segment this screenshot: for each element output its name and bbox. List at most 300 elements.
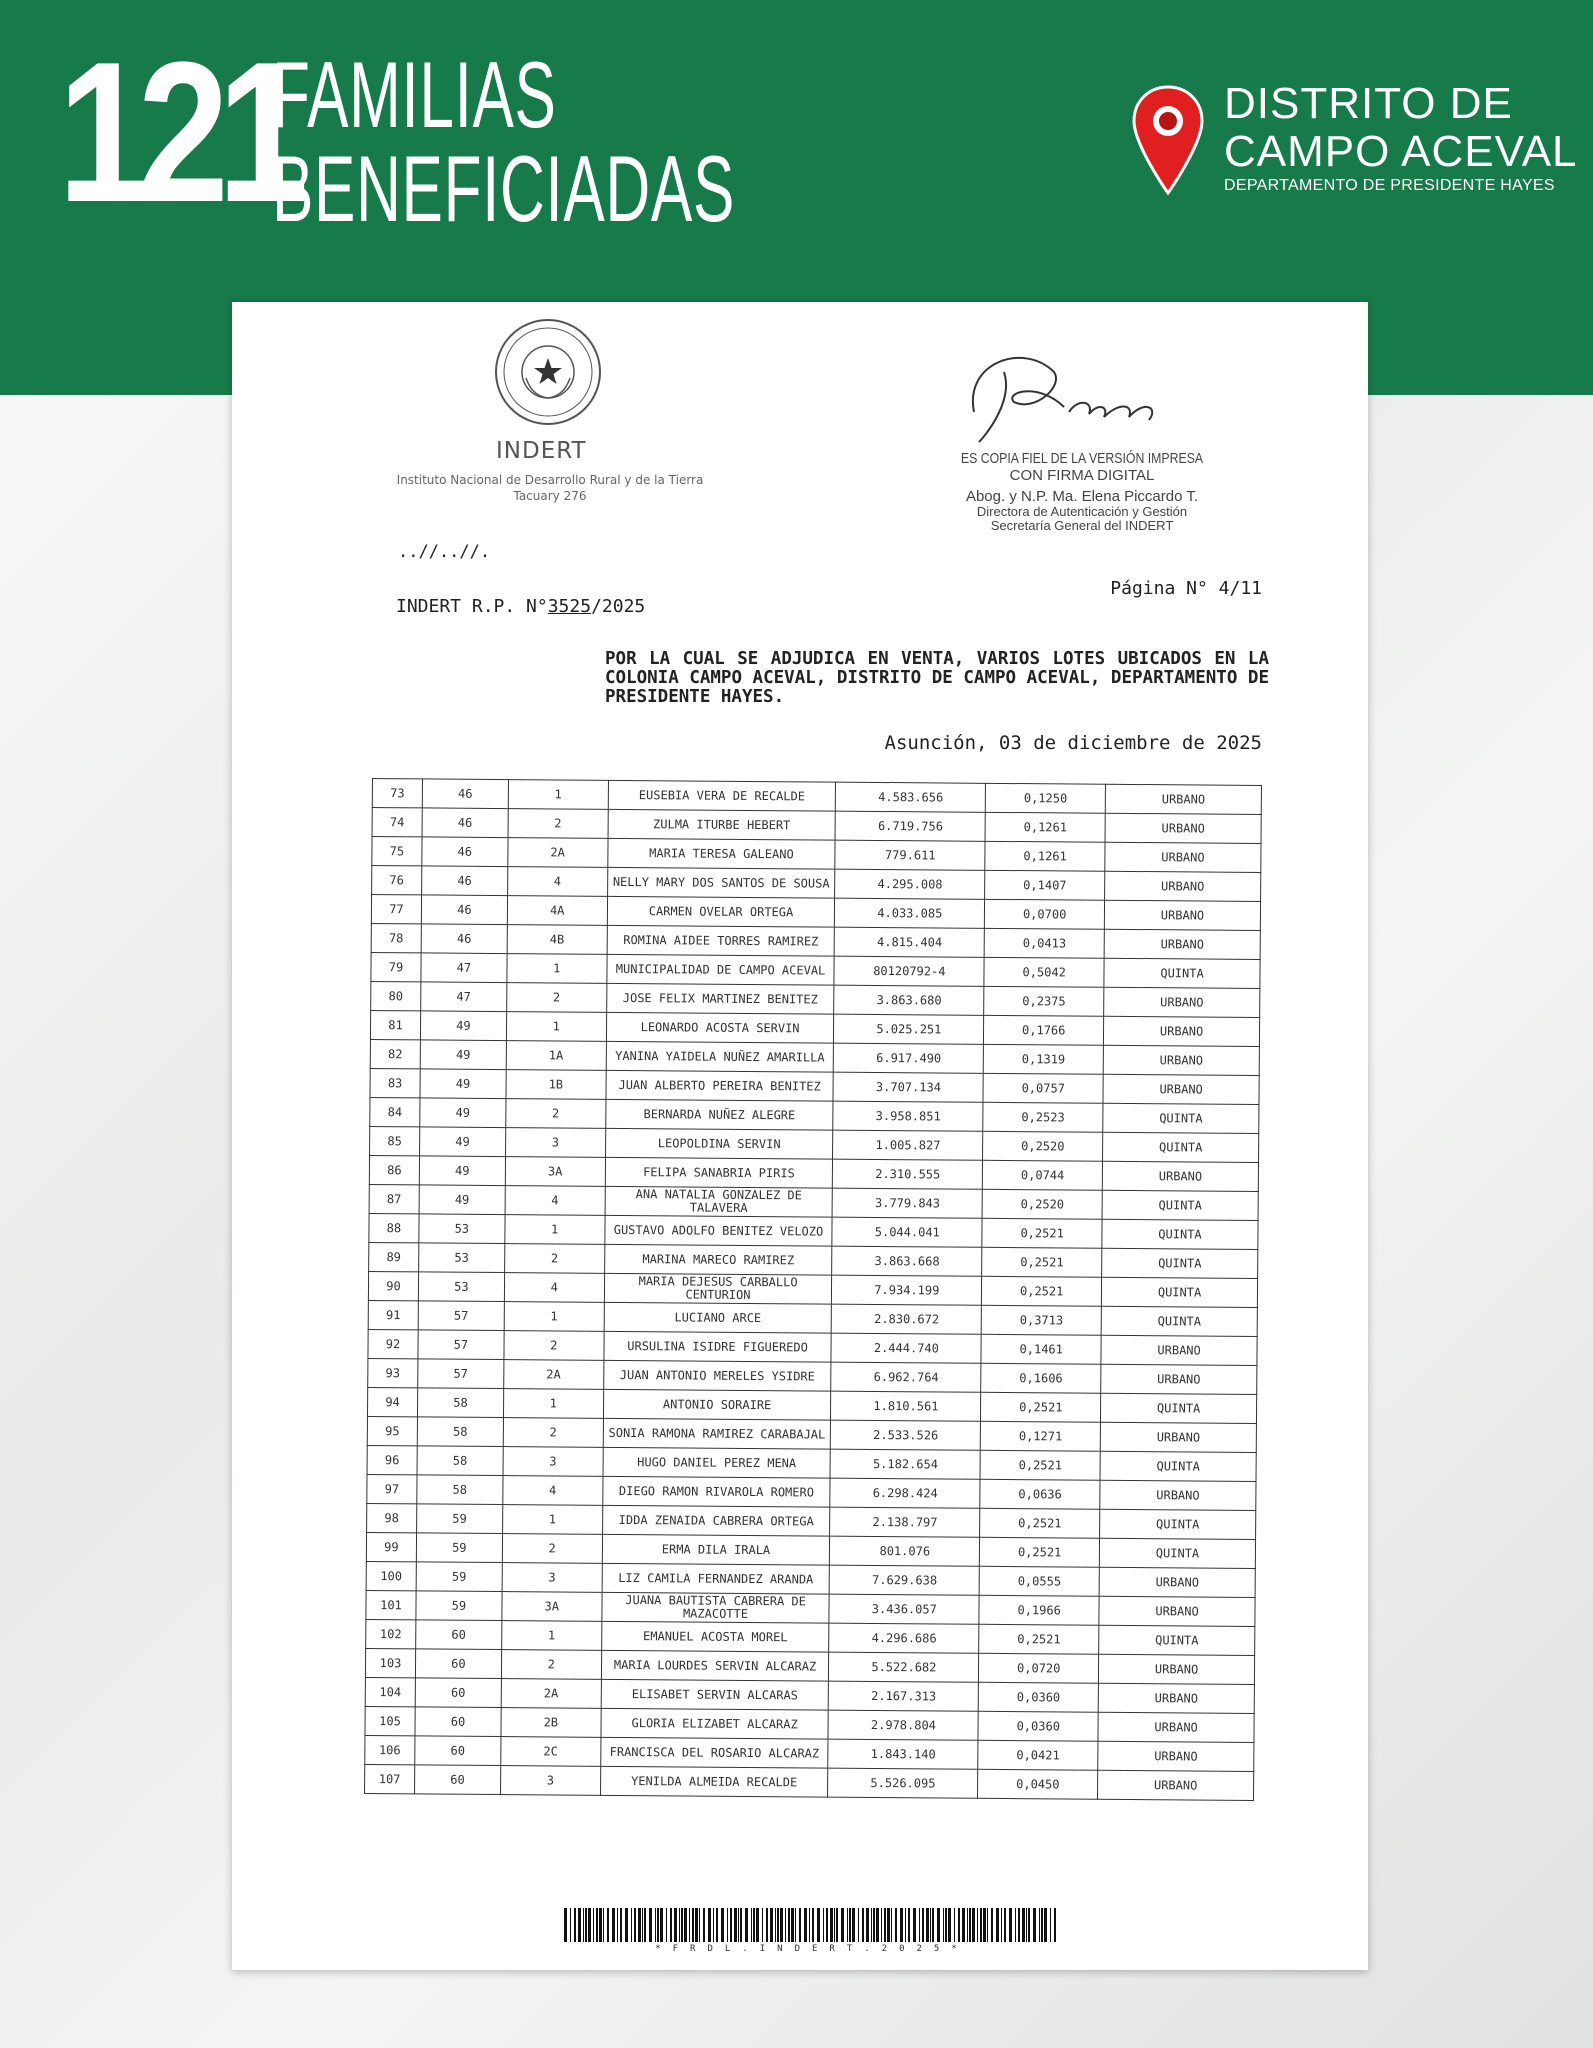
barcode-bar (866, 1908, 869, 1942)
row-number-cell: 101 (366, 1590, 416, 1619)
manzana-cell: 49 (420, 1011, 506, 1041)
manzana-cell: 58 (417, 1417, 503, 1447)
superficie-cell: 0,0413 (984, 928, 1104, 958)
manzana-cell: 60 (414, 1765, 500, 1795)
barcode-bar (862, 1908, 864, 1942)
lote-cell: 2 (504, 1244, 604, 1274)
superficie-cell: 0,2520 (983, 1131, 1103, 1161)
barcode-bar (812, 1908, 814, 1942)
document-number-cell: 2.830.672 (832, 1304, 982, 1334)
cert-signer-role: Directora de Autenticación y Gestión (976, 504, 1188, 519)
barcode-bar (660, 1908, 663, 1942)
lote-cell: 3 (505, 1128, 605, 1158)
lote-cell: 4 (507, 867, 607, 897)
barcode-bar (642, 1908, 643, 1942)
barcode-bar (884, 1908, 886, 1942)
row-number-cell: 96 (367, 1445, 417, 1474)
lot-type-cell: QUINTA (1102, 1190, 1258, 1220)
superficie-cell: 0,2521 (982, 1247, 1102, 1277)
lot-type-cell: QUINTA (1103, 1103, 1259, 1133)
barcode-bar (913, 1908, 916, 1942)
row-number-cell: 104 (365, 1677, 415, 1706)
barcode-bar (969, 1908, 971, 1942)
barcode-bar (699, 1908, 700, 1942)
lote-cell: 4 (505, 1186, 605, 1216)
headline-line1: FAMILIAS (272, 42, 557, 147)
beneficiary-name-cell: NELLY MARY DOS SANTOS DE SOUSA (607, 867, 835, 898)
document-number-cell: 5.522.682 (829, 1652, 979, 1682)
barcode-bar (1001, 1908, 1002, 1942)
lot-type-cell: URBANO (1105, 842, 1261, 872)
manzana-cell: 53 (419, 1243, 505, 1273)
row-number-cell: 99 (366, 1532, 416, 1561)
barcode-bar (666, 1908, 667, 1942)
lote-cell: 2 (506, 1099, 606, 1129)
document-number-cell: 2.310.555 (833, 1159, 983, 1189)
lot-type-cell: URBANO (1104, 929, 1260, 959)
lot-type-cell: URBANO (1098, 1770, 1254, 1800)
barcode-bar (727, 1908, 728, 1942)
barcode-bar (943, 1908, 944, 1942)
lot-type-cell: URBANO (1098, 1683, 1254, 1713)
row-number-cell: 90 (368, 1271, 418, 1300)
barcode-bar (922, 1908, 924, 1942)
cert-signer: Abog. y N.P. Ma. Elena Piccardo T. (965, 488, 1199, 505)
document-number-cell: 4.583.656 (836, 782, 986, 812)
document-number-cell: 2.533.526 (831, 1420, 981, 1450)
district-line2: CAMPO ACEVAL (1224, 127, 1578, 176)
manzana-cell: 49 (419, 1185, 505, 1215)
continuation-marker: ..//..//. (398, 542, 491, 562)
manzana-cell: 47 (421, 953, 507, 983)
lote-cell: 1 (501, 1621, 601, 1651)
row-number-cell: 83 (370, 1068, 420, 1097)
lote-cell: 1B (506, 1070, 606, 1100)
lote-cell: 3 (500, 1766, 600, 1796)
org-name-line: Instituto Nacional de Desarrollo Rural y de la Tierra (396, 473, 704, 487)
lote-cell: 1A (506, 1041, 606, 1071)
barcode-bar (603, 1908, 604, 1942)
lot-type-cell: URBANO (1104, 1016, 1260, 1046)
barcode-text: *FRDL.INDERT.2025* (655, 1944, 969, 1954)
manzana-cell: 59 (416, 1591, 502, 1621)
barcode-bar (721, 1908, 724, 1942)
document-number-cell: 5.044.041 (832, 1217, 982, 1247)
lote-cell: 2 (506, 983, 606, 1013)
district-department: DEPARTAMENTO DE PRESIDENTE HAYES (1224, 177, 1555, 194)
barcode-bar (962, 1908, 965, 1942)
lot-type-cell: QUINTA (1099, 1625, 1255, 1655)
barcode-bar (679, 1908, 680, 1942)
beneficiary-name-cell: EMANUEL ACOSTA MOREL (601, 1621, 829, 1652)
document-number-cell: 3.707.134 (833, 1072, 983, 1102)
lot-type-cell: QUINTA (1102, 1277, 1258, 1307)
row-number-cell: 86 (369, 1155, 419, 1184)
beneficiary-name-cell: FELIPA SANABRIA PIRIS (605, 1157, 833, 1188)
manzana-cell: 57 (418, 1301, 504, 1331)
row-number-cell: 74 (372, 808, 422, 837)
row-number-cell: 89 (369, 1242, 419, 1271)
barcode-bar (847, 1908, 848, 1942)
barcode-bar (1033, 1908, 1036, 1942)
superficie-cell: 0,0757 (983, 1073, 1103, 1103)
beneficiary-name-cell: MARIA TERESA GALEANO (607, 838, 835, 869)
document-number-cell: 801.076 (830, 1536, 980, 1566)
beneficiary-name-cell: ELISABET SERVIN ALCARAS (601, 1679, 829, 1710)
barcode-bar (926, 1908, 929, 1942)
document-number-cell: 6.719.756 (835, 811, 985, 841)
manzana-cell: 46 (422, 779, 508, 809)
beneficiary-name-cell: DIEGO RAMON RIVAROLA ROMERO (602, 1476, 830, 1507)
barcode-bar (692, 1908, 694, 1942)
lote-cell: 2 (504, 1331, 604, 1361)
certification-stamp (932, 450, 1232, 533)
row-number-cell: 100 (366, 1561, 416, 1590)
beneficiary-name-cell: ANTONIO SORAIRE (603, 1389, 831, 1420)
lote-cell: 3 (503, 1447, 603, 1477)
barcode-bar (826, 1908, 828, 1942)
barcode-bar (852, 1908, 855, 1942)
org-address-line: Tacuary 276 (513, 489, 587, 503)
lot-type-cell: URBANO (1100, 1480, 1256, 1510)
barcode-bar (977, 1908, 978, 1942)
barcode-bar (674, 1908, 677, 1942)
lote-cell: 1 (507, 954, 607, 984)
superficie-cell: 0,2521 (982, 1276, 1102, 1306)
lots-table (364, 778, 1262, 1801)
manzana-cell: 58 (417, 1388, 503, 1418)
barcode-bar (937, 1908, 940, 1942)
row-number-cell: 87 (369, 1184, 419, 1213)
document-number-cell: 5.025.251 (834, 1014, 984, 1044)
lote-cell: 1 (504, 1302, 604, 1332)
barcode-bar (887, 1908, 890, 1942)
barcode-bar (734, 1908, 737, 1942)
signature-image (944, 342, 1184, 462)
row-number-cell: 106 (365, 1735, 415, 1764)
manzana-cell: 58 (417, 1446, 503, 1476)
row-number-cell: 107 (365, 1764, 415, 1793)
manzana-cell: 57 (418, 1359, 504, 1389)
barcode-bar (996, 1908, 999, 1942)
beneficiary-name-cell: BERNARDA NUÑEZ ALEGRE (605, 1099, 833, 1130)
manzana-cell: 53 (418, 1272, 504, 1302)
document-number-cell: 1.810.561 (831, 1391, 981, 1421)
lot-type-cell: URBANO (1099, 1654, 1255, 1684)
beneficiary-name-cell: YANINA YAIDELA NUÑEZ AMARILLA (606, 1041, 834, 1072)
row-number-cell: 80 (371, 981, 421, 1010)
barcode-bar (930, 1908, 931, 1942)
barcode-bar (753, 1908, 755, 1942)
barcode-bar (1018, 1908, 1020, 1942)
barcode-bar (756, 1908, 759, 1942)
manzana-cell: 49 (420, 1098, 506, 1128)
barcode-bar (703, 1908, 705, 1942)
barcode-bar (775, 1908, 776, 1942)
row-number-cell: 97 (367, 1474, 417, 1503)
superficie-cell: 0,1261 (985, 841, 1105, 871)
lot-type-cell: URBANO (1102, 1161, 1258, 1191)
lot-type-cell: URBANO (1103, 1074, 1259, 1104)
barcode-bar (713, 1908, 714, 1942)
superficie-cell: 0,1261 (985, 812, 1105, 842)
document-number-cell: 2.444.740 (831, 1333, 981, 1363)
beneficiary-name-cell: HUGO DANIEL PEREZ MENA (603, 1447, 831, 1478)
beneficiary-name-cell: URSULINA ISIDRE FIGUEREDO (604, 1331, 832, 1362)
manzana-cell: 46 (422, 837, 508, 867)
lote-cell: 2A (508, 838, 608, 868)
barcode-bar (871, 1908, 872, 1942)
document-number-cell: 4.815.404 (835, 927, 985, 957)
manzana-cell: 58 (417, 1475, 503, 1505)
row-number-cell: 75 (372, 837, 422, 866)
location-pin-icon (1130, 85, 1206, 195)
superficie-cell: 0,2521 (982, 1218, 1102, 1248)
beneficiary-name-cell: GUSTAVO ADOLFO BENITEZ VELOZO (605, 1215, 833, 1246)
barcode-bar (766, 1908, 768, 1942)
beneficiary-name-cell: IDDA ZENAIDA CABRERA ORTEGA (602, 1505, 830, 1536)
cert-line: CON FIRMA DIGITAL (1009, 467, 1155, 484)
document-number-cell: 80120792-4 (834, 956, 984, 986)
lote-cell: 3 (502, 1563, 602, 1593)
lot-type-cell: URBANO (1100, 1422, 1256, 1452)
barcode-bar (823, 1908, 824, 1942)
barcode-bar (612, 1908, 615, 1942)
beneficiary-name-cell: JUANA BAUTISTA CABRERA DE MAZACOTTE (602, 1592, 830, 1623)
barcode-bar (625, 1908, 628, 1942)
barcode-bar (785, 1908, 786, 1942)
lote-cell: 4 (504, 1273, 604, 1303)
barcode-bar (980, 1908, 982, 1942)
superficie-cell: 0,2521 (980, 1508, 1100, 1538)
resolution-year: /2025 (591, 596, 646, 617)
superficie-cell: 0,0450 (978, 1769, 1098, 1799)
lot-type-cell: QUINTA (1102, 1219, 1258, 1249)
lot-type-cell: URBANO (1101, 1364, 1257, 1394)
beneficiary-name-cell: MUNICIPALIDAD DE CAMPO ACEVAL (607, 954, 835, 985)
superficie-cell: 0,1250 (986, 783, 1106, 813)
beneficiary-name-cell: ERMA DILA IRALA (602, 1534, 830, 1565)
beneficiary-name-cell: LEOPOLDINA SERVIN (605, 1128, 833, 1159)
beneficiary-name-cell: MARIA LOURDES SERVIN ALCARAZ (601, 1650, 829, 1681)
row-number-cell: 91 (368, 1300, 418, 1329)
barcode-bar (788, 1908, 790, 1942)
row-number-cell: 81 (370, 1010, 420, 1039)
barcode-bar (1041, 1908, 1043, 1942)
barcode-bar (905, 1908, 906, 1942)
document-number-cell: 7.629.638 (830, 1565, 980, 1595)
barcode-bar (900, 1908, 903, 1942)
beneficiary-name-cell: JUAN ALBERTO PEREIRA BENITEZ (606, 1070, 834, 1101)
manzana-cell: 60 (415, 1736, 501, 1766)
lote-cell: 1 (503, 1389, 603, 1419)
row-number-cell: 79 (371, 952, 421, 981)
superficie-cell: 0,2521 (980, 1450, 1100, 1480)
superficie-cell: 0,5042 (984, 957, 1104, 987)
lot-type-cell: QUINTA (1102, 1248, 1258, 1278)
lote-cell: 2 (502, 1534, 602, 1564)
document-number-cell: 3.863.668 (832, 1246, 982, 1276)
lote-cell: 1 (502, 1505, 602, 1535)
barcode-bar (795, 1908, 796, 1942)
resolution-id: 3525 (547, 596, 592, 617)
document-number-cell: 6.917.490 (834, 1043, 984, 1073)
barcode-bar (620, 1908, 622, 1942)
barcode-bar (1026, 1908, 1027, 1942)
lot-type-cell: URBANO (1101, 1335, 1257, 1365)
barcode-bar (1050, 1908, 1051, 1942)
resolution-number (396, 596, 645, 617)
barcode-bar (945, 1908, 947, 1942)
barcode-bar (574, 1908, 576, 1942)
superficie-cell: 0,1966 (979, 1595, 1099, 1625)
manzana-cell: 46 (422, 808, 508, 838)
barcode-bar (596, 1908, 598, 1942)
manzana-cell: 60 (415, 1707, 501, 1737)
lote-cell: 2B (501, 1708, 601, 1738)
barcode-bar (954, 1908, 955, 1942)
barcode-bar (804, 1908, 807, 1942)
row-number-cell: 102 (366, 1619, 416, 1648)
row-number-cell: 92 (368, 1329, 418, 1358)
manzana-cell: 49 (419, 1127, 505, 1157)
barcode-bar (1009, 1908, 1012, 1942)
document-number-cell: 2.978.804 (828, 1710, 978, 1740)
barcode-bar (858, 1908, 859, 1942)
row-number-cell: 82 (370, 1039, 420, 1068)
superficie-cell: 0,1606 (981, 1363, 1101, 1393)
barcode-bar (583, 1908, 584, 1942)
superficie-cell: 0,3713 (981, 1305, 1101, 1335)
beneficiary-name-cell: JOSE FELIX MARTINEZ BENITEZ (606, 983, 834, 1014)
row-number-cell: 84 (370, 1097, 420, 1126)
barcode-bar (948, 1908, 951, 1942)
barcode-bar (849, 1908, 851, 1942)
barcode-bar (972, 1908, 975, 1942)
beneficiary-name-cell: MARINA MARECO RAMIREZ (604, 1244, 832, 1275)
document-number-cell: 5.526.095 (828, 1768, 978, 1798)
beneficiary-name-cell: LEONARDO ACOSTA SERVIN (606, 1012, 834, 1043)
barcode-bar (751, 1908, 752, 1942)
barcode-bar (1054, 1908, 1056, 1942)
barcode-bar (689, 1908, 690, 1942)
manzana-cell: 59 (416, 1562, 502, 1592)
document-number-cell: 3.863.680 (834, 985, 984, 1015)
manzana-cell: 59 (416, 1533, 502, 1563)
org-full-name (370, 472, 730, 504)
document-number-cell: 4.295.008 (835, 869, 985, 899)
lot-type-cell: URBANO (1098, 1741, 1254, 1771)
superficie-cell: 0,0636 (980, 1479, 1100, 1509)
row-number-cell: 93 (368, 1358, 418, 1387)
document-page (232, 302, 1368, 1970)
beneficiary-name-cell: JUAN ANTONIO MERELES YSIDRE (603, 1360, 831, 1391)
manzana-cell: 49 (419, 1156, 505, 1186)
beneficiary-name-cell: EUSEBIA VERA DE RECALDE (608, 780, 836, 811)
document-number-cell: 3.436.057 (829, 1594, 979, 1624)
barcode-bar (809, 1908, 810, 1942)
row-number-cell: 105 (365, 1706, 415, 1735)
document-number-cell: 1.843.140 (828, 1739, 978, 1769)
superficie-cell: 0,2375 (984, 986, 1104, 1016)
superficie-cell: 0,1407 (985, 870, 1105, 900)
document-number-cell: 3.958.851 (833, 1101, 983, 1131)
row-number-cell: 103 (365, 1648, 415, 1677)
manzana-cell: 60 (415, 1678, 501, 1708)
beneficiary-name-cell: GLORIA ELIZABET ALCARAZ (601, 1708, 829, 1739)
barcode-bar (817, 1908, 820, 1942)
document-number-cell: 6.298.424 (830, 1478, 980, 1508)
barcode-bar (655, 1908, 656, 1942)
lote-cell: 4A (507, 896, 607, 926)
barcode-bar (617, 1908, 618, 1942)
lote-cell: 2A (501, 1679, 601, 1709)
district-line1: DISTRITO DE (1224, 79, 1513, 128)
barcode-bar (631, 1908, 632, 1942)
barcode-bar (876, 1908, 879, 1942)
manzana-cell: 57 (418, 1330, 504, 1360)
beneficiary-name-cell: ANA NATALIA GONZALEZ DE TALAVERA (605, 1186, 833, 1217)
page-number: Página N° 4/11 (1110, 578, 1262, 599)
row-number-cell: 85 (370, 1126, 420, 1155)
row-number-cell: 78 (371, 923, 421, 952)
barcode-bar (695, 1908, 698, 1942)
document-number-cell: 1.005.827 (833, 1130, 983, 1160)
lot-type-cell: QUINTA (1103, 1132, 1259, 1162)
row-number-cell: 73 (372, 779, 422, 808)
row-number-cell: 88 (369, 1213, 419, 1242)
lote-cell: 1 (505, 1215, 605, 1245)
barcode-bar (987, 1908, 988, 1942)
barcode-bar (1004, 1908, 1006, 1942)
lote-cell: 2 (503, 1418, 603, 1448)
beneficiary-name-cell: FRANCISCA DEL ROSARIO ALCARAZ (600, 1737, 828, 1768)
barcode-bar (791, 1908, 794, 1942)
lote-cell: 4 (503, 1476, 603, 1506)
barcode-bar (638, 1908, 641, 1942)
lot-type-cell: QUINTA (1101, 1306, 1257, 1336)
manzana-cell: 53 (419, 1214, 505, 1244)
lot-type-cell: QUINTA (1099, 1538, 1255, 1568)
manzana-cell: 46 (421, 924, 507, 954)
barcode-bar (593, 1908, 594, 1942)
manzana-cell: 49 (420, 1069, 506, 1099)
superficie-cell: 0,0555 (979, 1566, 1099, 1596)
barcode-bar (958, 1908, 960, 1942)
barcode-bar (588, 1908, 591, 1942)
beneficiary-name-cell: LUCIANO ARCE (604, 1302, 832, 1333)
barcode-bar (1028, 1908, 1030, 1942)
barcode-bar (716, 1908, 718, 1942)
superficie-cell: 0,2520 (982, 1189, 1102, 1219)
row-number-cell: 95 (367, 1416, 417, 1445)
lot-type-cell: URBANO (1104, 987, 1260, 1017)
manzana-cell: 47 (421, 982, 507, 1012)
barcode-bar (585, 1908, 587, 1942)
lot-type-cell: QUINTA (1100, 1451, 1256, 1481)
barcode-bar (836, 1908, 838, 1942)
superficie-cell: 0,0720 (979, 1653, 1099, 1683)
lote-cell: 4B (507, 925, 607, 955)
document-number-cell: 779.611 (835, 840, 985, 870)
manzana-cell: 60 (415, 1649, 501, 1679)
beneficiary-name-cell: YENILDA ALMEIDA RECALDE (600, 1766, 828, 1797)
superficie-cell: 0,0700 (985, 899, 1105, 929)
barcode-bar (891, 1908, 892, 1942)
barcode-bar (681, 1908, 683, 1942)
barcode-bar (745, 1908, 748, 1942)
barcode-bar (730, 1908, 732, 1942)
